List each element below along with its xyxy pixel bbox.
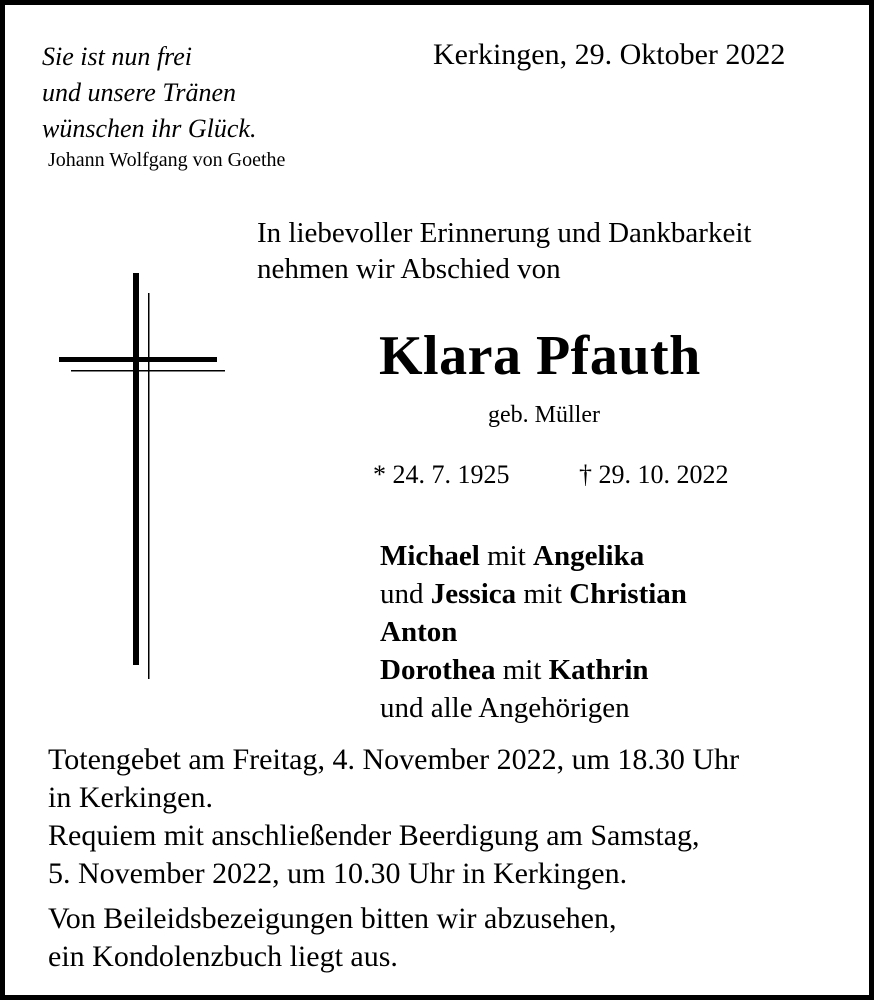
cross-horizontal-thin-line <box>71 370 225 372</box>
death-date: † 29. 10. 2022 <box>579 460 729 489</box>
intro-text <box>257 215 751 287</box>
connector-word: mit <box>516 578 570 610</box>
maiden-name: geb. Müller <box>488 402 600 428</box>
mourner-line <box>380 537 687 575</box>
mourner-name: Kathrin <box>548 654 649 686</box>
mourner-name: Jessica <box>430 578 517 610</box>
mourner-line <box>380 575 687 613</box>
service-line-4: 5. November 2022, um 10.30 Uhr in Kerkingen. <box>48 857 628 890</box>
intro-line-2: nehmen wir Abschied von <box>257 253 561 285</box>
mourner-name: Christian <box>569 578 687 610</box>
deceased-name: Klara Pfauth <box>379 325 701 387</box>
mourner-line-relatives: und alle Angehörigen <box>380 692 630 724</box>
quote-author: Johann Wolfgang von Goethe <box>48 149 286 171</box>
connector-word: und <box>380 578 431 610</box>
mourner-line <box>380 613 687 651</box>
quote-line-1: Sie ist nun frei <box>42 42 192 71</box>
quote-line-3: wünschen ihr Glück. <box>42 114 257 143</box>
service-line-2: in Kerkingen. <box>48 781 213 814</box>
quote-line-2: und unsere Tränen <box>42 78 237 107</box>
cross-icon <box>55 273 235 683</box>
condolence-line-1: Von Beileidsbezeigungen bitten wir abzusehen, <box>48 902 617 935</box>
service-details <box>48 741 739 893</box>
condolence-line-2: ein Kondolenzbuch liegt aus. <box>48 940 398 973</box>
mourner-name: Dorothea <box>380 654 496 686</box>
connector-word: mit <box>479 540 534 572</box>
service-line-1: Totengebet am Freitag, 4. November 2022, um 18.30 Uhr <box>48 743 740 776</box>
place-and-date: Kerkingen, 29. Oktober 2022 <box>433 38 786 71</box>
condolence-note <box>48 900 616 976</box>
goethe-quote <box>42 39 256 147</box>
cross-vertical-thin-line <box>148 293 150 679</box>
mourner-name: Anton <box>380 616 458 648</box>
cross-vertical-bar <box>133 273 139 665</box>
connector-word: mit <box>495 654 549 686</box>
mourner-name: Michael <box>380 540 480 572</box>
birth-date: * 24. 7. 1925 <box>373 460 510 489</box>
mourners-list <box>380 537 687 727</box>
intro-line-1: In liebevoller Erinnerung und Dankbarkeit <box>257 217 752 249</box>
mourner-line <box>380 651 687 689</box>
cross-horizontal-bar <box>59 357 217 362</box>
mourner-name: Angelika <box>533 540 645 572</box>
service-line-3: Requiem mit anschließender Beerdigung am Samstag, <box>48 819 700 852</box>
